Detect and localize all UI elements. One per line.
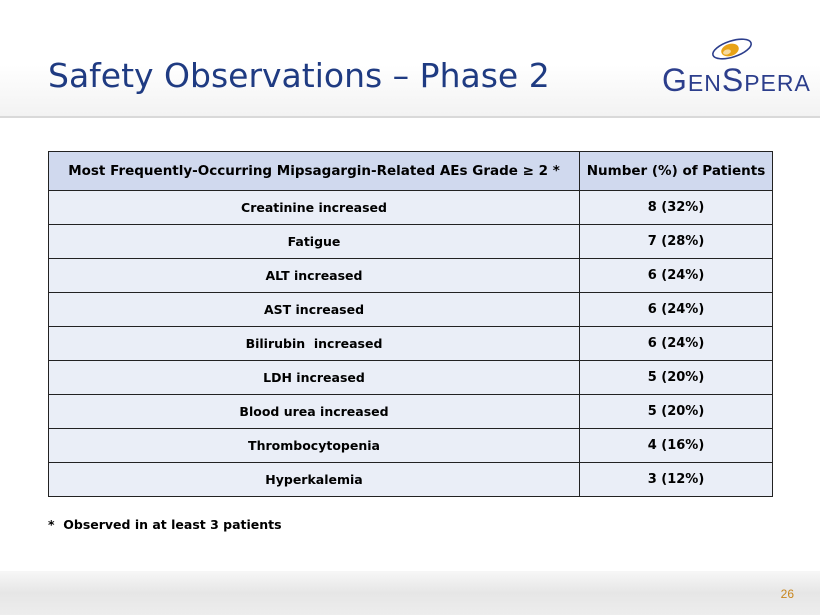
page-number: 26: [780, 587, 794, 601]
table-row: [49, 463, 773, 497]
column-header-count: Number (%) of Patients: [580, 152, 773, 191]
count-cell: 6 (24%): [580, 293, 773, 327]
column-header-event: Most Frequently-Occurring Mipsagargin-Related AEs Grade ≥ 2 *: [49, 152, 580, 191]
table-row: [49, 293, 773, 327]
count-cell: 8 (32%): [580, 191, 773, 225]
table-row: [49, 191, 773, 225]
table-row: [49, 361, 773, 395]
event-cell: Blood urea increased: [49, 395, 580, 429]
event-cell: Thrombocytopenia: [49, 429, 580, 463]
event-cell: AST increased: [49, 293, 580, 327]
slide-footer: [0, 571, 820, 615]
table-row: [49, 429, 773, 463]
count-cell: 6 (24%): [580, 259, 773, 293]
count-cell: 4 (16%): [580, 429, 773, 463]
count-cell: 5 (20%): [580, 395, 773, 429]
count-cell: 7 (28%): [580, 225, 773, 259]
count-cell: 3 (12%): [580, 463, 773, 497]
table-row: [49, 225, 773, 259]
genspera-logo: [660, 34, 810, 98]
count-cell: 5 (20%): [580, 361, 773, 395]
header-divider: [0, 116, 820, 118]
table-row: [49, 327, 773, 361]
adverse-events-table: [48, 151, 773, 497]
count-cell: 6 (24%): [580, 327, 773, 361]
event-cell: ALT increased: [49, 259, 580, 293]
table-footnote: * Observed in at least 3 patients: [48, 517, 282, 532]
event-cell: Hyperkalemia: [49, 463, 580, 497]
event-cell: Bilirubin increased: [49, 327, 580, 361]
logo-swirl-icon: [708, 34, 756, 64]
event-cell: Fatigue: [49, 225, 580, 259]
logo-wordmark: GENSPERA: [662, 62, 811, 98]
event-cell: LDH increased: [49, 361, 580, 395]
event-cell: Creatinine increased: [49, 191, 580, 225]
table-row: [49, 395, 773, 429]
table-header-row: [49, 152, 773, 191]
table-row: [49, 259, 773, 293]
slide-title: Safety Observations – Phase 2: [48, 56, 550, 95]
